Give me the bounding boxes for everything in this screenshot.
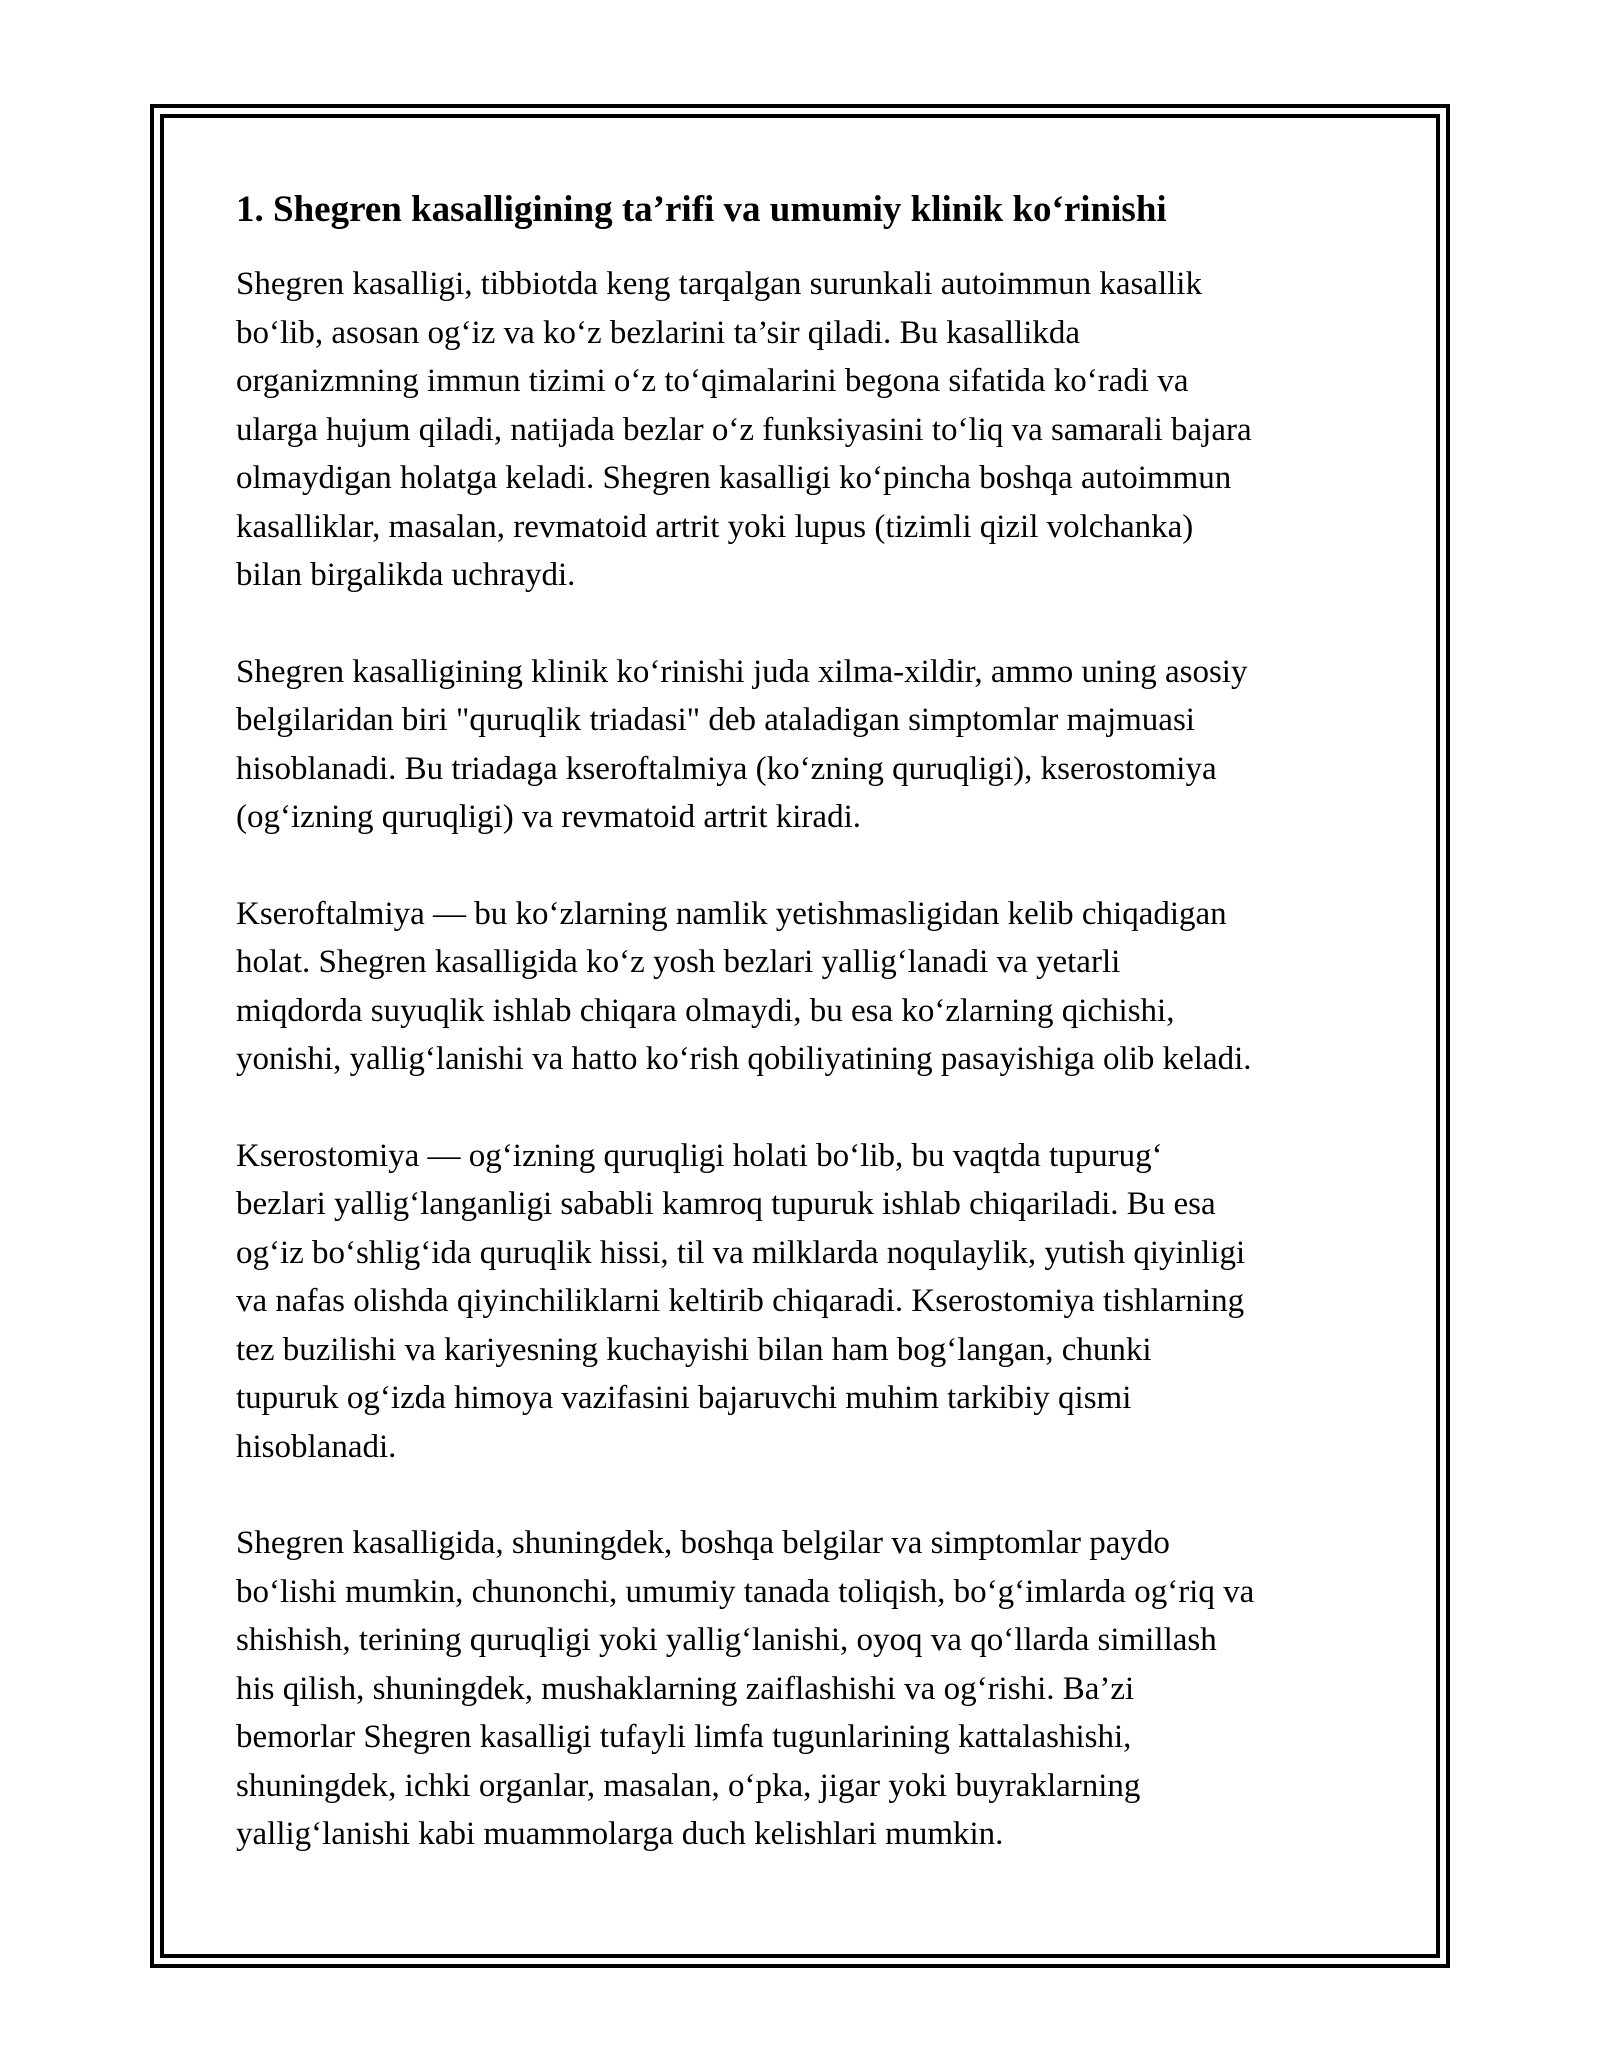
section-title: 1. Shegren kasalligining ta’rifi va umumiy klinik ko‘rinishi — [236, 189, 1167, 230]
text-line: Shegren kasalligining klinik ko‘rinishi juda xilma-xildir, ammo uning asosiy — [236, 653, 1248, 690]
text-line: kasalliklar, masalan, revmatoid artrit yoki lupus (tizimli qizil volchanka) — [236, 508, 1194, 545]
text-line: bo‘lib, asosan og‘iz va ko‘z bezlarini ta’sir qiladi. Bu kasallikda — [236, 314, 1081, 351]
text-line: his qilish, shuningdek, mushaklarning zaiflashishi va og‘rishi. Ba’zi — [236, 1670, 1135, 1707]
text-line: Shegren kasalligi, tibbiotda keng tarqalgan surunkali autoimmun kasallik — [236, 266, 1202, 302]
text-line: holat. Shegren kasalligida ko‘z yosh bezlari yallig‘lanadi va yetarli — [236, 944, 1121, 980]
text-line: organizmning immun tizimi o‘z to‘qimalarini begona sifatida ko‘radi va — [236, 363, 1189, 399]
text-line: hisoblanadi. Bu triadaga kseroftalmiya (ko‘zning quruqligi), kserostomiya — [236, 750, 1217, 787]
text-line: yonishi, yallig‘lanishi va hatto ko‘rish qobiliyatining pasayishiga olib keladi. — [236, 1041, 1252, 1077]
text-line: hisoblanadi. — [236, 1428, 397, 1465]
text-line: Shegren kasalligida, shuningdek, boshqa belgilar va simptomlar paydo — [236, 1525, 1170, 1561]
text-line: bemorlar Shegren kasalligi tufayli limfa tugunlarining kattalashishi, — [236, 1719, 1132, 1755]
paragraph-clinical-picture — [236, 648, 1386, 842]
text-line: tupuruk og‘izda himoya vazifasini bajaruvchi muhim tarkibiy qismi — [236, 1380, 1132, 1416]
text-line: og‘iz bo‘shlig‘ida quruqlik hissi, til va milklarda noqulaylik, yutish qiyinligi — [236, 1234, 1246, 1271]
paragraph-xerostomia — [236, 1132, 1386, 1472]
paragraph-definition — [236, 260, 1386, 600]
text-line: miqdorda suyuqlik ishlab chiqara olmaydi, bu esa ko‘zlarning qichishi, — [236, 992, 1175, 1029]
text-line: bo‘lishi mumkin, chunonchi, umumiy tanada toliqish, bo‘g‘imlarda og‘riq va — [236, 1573, 1255, 1610]
text-line: va nafas olishda qiyinchiliklarni keltirib chiqaradi. Kserostomiya tishlarning — [236, 1283, 1245, 1319]
text-line: belgilaridan biri "quruqlik triadasi" deb ataladigan simptomlar majmuasi — [236, 702, 1195, 738]
text-line: shishish, terining quruqligi yoki yallig‘lanishi, oyoq va qo‘llarda simillash — [236, 1622, 1217, 1658]
text-line: (og‘izning quruqligi) va revmatoid artrit kiradi. — [236, 799, 861, 835]
paragraph-xerophthalmia — [236, 890, 1386, 1084]
text-line: yallig‘lanishi kabi muammolarga duch kelishlari mumkin. — [236, 1816, 1004, 1852]
text-line: olmaydigan holatga keladi. Shegren kasalligi ko‘pincha boshqa autoimmun — [236, 460, 1232, 496]
paragraph-other-symptoms — [236, 1519, 1386, 1859]
text-line: bezlari yallig‘langanligi sababli kamroq tupuruk ishlab chiqariladi. Bu esa — [236, 1186, 1216, 1222]
text-line: bilan birgalikda uchraydi. — [236, 557, 576, 593]
text-line: ularga hujum qiladi, natijada bezlar o‘z funksiyasini to‘liq va samarali bajara — [236, 411, 1252, 448]
text-line: shuningdek, ichki organlar, masalan, o‘pka, jigar yoki buyraklarning — [236, 1767, 1141, 1804]
document-content — [236, 186, 1386, 1907]
text-line: Kserostomiya — og‘izning quruqligi holati bo‘lib, bu vaqtda tupurug‘ — [236, 1137, 1163, 1174]
text-line: tez buzilishi va kariyesning kuchayishi bilan ham bog‘langan, chunki — [236, 1331, 1152, 1368]
text-line: Kseroftalmiya — bu ko‘zlarning namlik yetishmasligidan kelib chiqadigan — [236, 895, 1227, 932]
